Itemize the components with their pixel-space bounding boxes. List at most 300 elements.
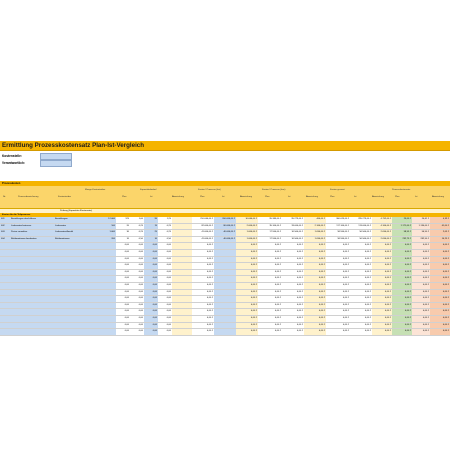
cell-nr[interactable] (0, 263, 10, 269)
cell-nr[interactable]: 004 (0, 237, 10, 243)
cell-m3[interactable]: 0,00 € (304, 296, 326, 302)
cell-k3[interactable]: 1.000,00 € (236, 230, 258, 236)
cell-v1[interactable]: 0,00 (116, 270, 130, 276)
cell-nr[interactable] (0, 283, 10, 289)
cell-m3[interactable]: 400,00 € (304, 217, 326, 223)
cell-k2[interactable] (214, 323, 236, 329)
cell-g1[interactable]: 0,00 € (326, 250, 350, 256)
cell-m3[interactable]: 0,00 € (304, 270, 326, 276)
cell-m2[interactable]: 0,00 € (282, 296, 304, 302)
cell-v3[interactable]: 0,00 (144, 283, 158, 289)
cell-v2[interactable]: 0,25 (130, 230, 144, 236)
cell-nr[interactable] (0, 296, 10, 302)
cell-g1[interactable]: 58.550,00 € (326, 237, 350, 243)
cell-p2[interactable]: 0,00 € (412, 309, 430, 315)
cell-blank[interactable] (172, 250, 192, 256)
cell-qty[interactable] (88, 323, 116, 329)
cell-qty[interactable] (88, 296, 116, 302)
cell-v3[interactable]: 0,00 (144, 243, 158, 249)
cell-v3[interactable]: 0,00 (144, 257, 158, 263)
cell-nr[interactable] (0, 270, 10, 276)
cell-p2[interactable]: 1.130,00 € (412, 224, 430, 230)
cell-v2[interactable]: 0,50 (130, 237, 144, 243)
cell-k2[interactable] (214, 309, 236, 315)
cell-nr[interactable] (0, 316, 10, 322)
cell-p1[interactable]: 0,00 € (392, 263, 412, 269)
cell-v2[interactable]: 0,00 (130, 250, 144, 256)
cell-m1[interactable]: 0,00 € (258, 329, 282, 335)
cell-g3[interactable]: 0,00 € (372, 270, 392, 276)
cell-v2[interactable]: 0,00 (130, 243, 144, 249)
cell-m1[interactable]: 0,00 € (258, 303, 282, 309)
cell-m1[interactable]: 0,00 € (258, 296, 282, 302)
cell-k3[interactable]: 0,00 € (236, 309, 258, 315)
cell-blank[interactable] (172, 296, 192, 302)
cell-name[interactable] (10, 323, 54, 329)
cell-g2[interactable]: 0,00 € (350, 243, 372, 249)
cell-nr[interactable] (0, 309, 10, 315)
cell-p2[interactable]: 0,00 € (412, 263, 430, 269)
cell-k2[interactable] (214, 303, 236, 309)
cell-v1[interactable]: 0,00 (116, 296, 130, 302)
cell-m3[interactable]: 0,00 € (304, 329, 326, 335)
cell-v3[interactable]: 0,00 (144, 290, 158, 296)
cell-p3[interactable]: 10,25 € (430, 237, 450, 243)
cell-g3[interactable]: 0,00 € (372, 296, 392, 302)
cell-g3[interactable]: 0,00 € (372, 290, 392, 296)
cell-blank[interactable] (172, 237, 192, 243)
cell-k2[interactable] (214, 263, 236, 269)
cell-p1[interactable]: 0,00 € (392, 329, 412, 335)
cell-blank[interactable] (172, 290, 192, 296)
cell-p1[interactable]: 0,00 € (392, 283, 412, 289)
cell-p3[interactable]: 0,39 € (430, 217, 450, 223)
cell-k3[interactable]: 0,00 € (236, 250, 258, 256)
cell-v2[interactable]: 0,00 (130, 296, 144, 302)
cell-g1[interactable]: 117.100,00 € (326, 224, 350, 230)
cell-g3[interactable]: 0,00 € (372, 283, 392, 289)
cell-g3[interactable]: 0,00 € (372, 263, 392, 269)
cell-k1[interactable]: 0,00 € (192, 323, 214, 329)
cell-g2[interactable]: 0,00 € (350, 316, 372, 322)
cell-k1[interactable]: 41.000,00 € (192, 230, 214, 236)
cell-g3[interactable]: 0,00 € (372, 316, 392, 322)
cell-v1[interactable]: 0,00 (116, 290, 130, 296)
cell-m2[interactable]: 0,00 € (282, 323, 304, 329)
cell-name[interactable] (10, 309, 54, 315)
cell-v3[interactable]: 95 (144, 217, 158, 223)
cell-driver[interactable] (54, 316, 88, 322)
cell-v1[interactable]: 0,00 (116, 243, 130, 249)
cell-v4[interactable]: 0,00 (158, 250, 172, 256)
cell-p2[interactable]: 0,00 € (412, 283, 430, 289)
cell-v3[interactable]: 15 (144, 224, 158, 230)
cell-v2[interactable]: 0,00 (130, 316, 144, 322)
cell-k1[interactable]: 0,00 € (192, 303, 214, 309)
cell-v4[interactable]: 0,00 (158, 257, 172, 263)
cell-p2[interactable]: 0,00 € (412, 323, 430, 329)
cell-qty[interactable] (88, 276, 116, 282)
cell-k1[interactable]: 41.000,00 € (192, 237, 214, 243)
cell-k1[interactable]: 0,00 € (192, 329, 214, 335)
cell-m1[interactable]: 0,00 € (258, 257, 282, 263)
cell-g1[interactable]: 0,00 € (326, 290, 350, 296)
cell-name[interactable]: Lieferanten betreuen (10, 224, 54, 230)
cell-name[interactable] (10, 290, 54, 296)
cell-nr[interactable] (0, 323, 10, 329)
cell-g3[interactable]: 0,00 € (372, 323, 392, 329)
cell-p1[interactable]: 0,00 € (392, 290, 412, 296)
cell-v3[interactable]: 10 (144, 237, 158, 243)
cell-driver[interactable] (54, 257, 88, 263)
cell-k1[interactable]: 0,00 € (192, 296, 214, 302)
cell-p2[interactable]: 0,00 € (412, 250, 430, 256)
cell-m2[interactable]: 0,00 € (282, 276, 304, 282)
cell-blank[interactable] (172, 230, 192, 236)
cell-v3[interactable]: 0,00 (144, 329, 158, 335)
cell-m2[interactable]: 0,00 € (282, 250, 304, 256)
cell-p3[interactable]: 41,00 € (430, 224, 450, 230)
cell-driver[interactable] (54, 270, 88, 276)
cell-p3[interactable]: 0,00 € (430, 290, 450, 296)
cell-k2[interactable] (214, 296, 236, 302)
cell-blank[interactable] (172, 316, 192, 322)
cell-v3[interactable]: 0,00 (144, 263, 158, 269)
cell-m3[interactable]: 0,00 € (304, 243, 326, 249)
cell-g1[interactable]: 0,00 € (326, 296, 350, 302)
cell-blank[interactable] (172, 276, 192, 282)
cell-v4[interactable]: 0,00 (158, 283, 172, 289)
cell-driver[interactable] (54, 263, 88, 269)
cell-g1[interactable]: 0,00 € (326, 329, 350, 335)
cell-g2[interactable]: 0,00 € (350, 303, 372, 309)
cell-m2[interactable]: 33.000,00 € (282, 224, 304, 230)
cell-v4[interactable]: 0,00 (158, 309, 172, 315)
cell-k2[interactable] (214, 329, 236, 335)
cell-v3[interactable]: 0,00 (144, 296, 158, 302)
cell-name[interactable] (10, 250, 54, 256)
cell-k2[interactable] (214, 270, 236, 276)
cell-k1[interactable]: 0,00 € (192, 290, 214, 296)
cell-p1[interactable]: 0,00 € (392, 309, 412, 315)
cell-k2[interactable] (214, 276, 236, 282)
cell-k2[interactable] (214, 316, 236, 322)
cell-g1[interactable]: 58.550,00 € (326, 230, 350, 236)
cell-qty[interactable] (88, 309, 116, 315)
cell-driver[interactable] (54, 329, 88, 335)
cell-p2[interactable]: 0,00 € (412, 276, 430, 282)
cell-m3[interactable]: 2.100,00 € (304, 224, 326, 230)
cell-m2[interactable]: 0,00 € (282, 270, 304, 276)
cell-nr[interactable] (0, 243, 10, 249)
cell-v1[interactable]: 20 (116, 224, 130, 230)
cell-p1[interactable]: 0,00 € (392, 296, 412, 302)
cell-v4[interactable]: 0,00 (158, 290, 172, 296)
cell-p1[interactable]: 58,55 € (392, 230, 412, 236)
cell-v1[interactable]: 0,00 (116, 263, 130, 269)
cell-v2[interactable]: 1,00 (130, 217, 144, 223)
cell-name[interactable]: Bestellungen durchführen (10, 217, 54, 223)
cell-p1[interactable]: 0,00 € (392, 323, 412, 329)
cell-v2[interactable]: 0,00 (130, 270, 144, 276)
cell-p2[interactable]: 282,50 € (412, 237, 430, 243)
cell-m3[interactable]: 0,00 € (304, 323, 326, 329)
cell-g3[interactable]: 0,00 € (372, 257, 392, 263)
cell-qty[interactable]: 100 (88, 224, 116, 230)
cell-v4[interactable]: 0,00 (158, 243, 172, 249)
cell-qty[interactable] (88, 316, 116, 322)
cell-k1[interactable]: 82.000,00 € (192, 224, 214, 230)
cell-p1[interactable]: 292,75 € (392, 237, 412, 243)
cell-qty[interactable] (88, 283, 116, 289)
cell-p2[interactable]: 0,00 € (412, 329, 430, 335)
cell-k3[interactable]: 0,00 € (236, 303, 258, 309)
cell-g1[interactable]: 0,00 € (326, 316, 350, 322)
cell-v4[interactable]: 1,25 (158, 217, 172, 223)
cell-v2[interactable]: 0,00 (130, 283, 144, 289)
cell-v1[interactable]: 30 (116, 230, 130, 236)
cell-m2[interactable]: 16.500,00 € (282, 230, 304, 236)
cell-v4[interactable]: 0,00 (158, 303, 172, 309)
cell-nr[interactable] (0, 250, 10, 256)
cell-m1[interactable]: 0,00 € (258, 323, 282, 329)
cell-v4[interactable]: 0,00 (158, 316, 172, 322)
cell-k1[interactable]: 0,00 € (192, 243, 214, 249)
cell-v3[interactable]: 0,00 (144, 250, 158, 256)
cell-p3[interactable]: 0,00 € (430, 250, 450, 256)
cell-v3[interactable]: 25 (144, 230, 158, 236)
cell-name[interactable] (10, 316, 54, 322)
cell-k3[interactable]: 0,00 € (236, 257, 258, 263)
cell-v4[interactable]: 0,25 (158, 224, 172, 230)
cell-name[interactable] (10, 276, 54, 282)
cell-qty[interactable] (88, 303, 116, 309)
cell-m3[interactable]: 0,00 € (304, 263, 326, 269)
cell-v3[interactable]: 0,00 (144, 303, 158, 309)
cell-p2[interactable]: 0,00 € (412, 257, 430, 263)
cell-v1[interactable]: 0,00 (116, 303, 130, 309)
cell-v3[interactable]: 0,00 (144, 309, 158, 315)
cell-k3[interactable]: 0,00 € (236, 270, 258, 276)
cell-k3[interactable]: 0,00 € (236, 296, 258, 302)
cell-driver[interactable] (54, 276, 88, 282)
cell-blank[interactable] (172, 217, 192, 223)
cell-g1[interactable]: 0,00 € (326, 323, 350, 329)
cell-v1[interactable]: 125 (116, 217, 130, 223)
cell-k2[interactable]: 200.000,00 € (214, 217, 236, 223)
cell-k3[interactable]: 10.640,00 € (236, 217, 258, 223)
cell-v3[interactable]: 0,00 (144, 323, 158, 329)
cell-p2[interactable]: 0,00 € (412, 270, 430, 276)
cell-k2[interactable]: 40.000,00 € (214, 237, 236, 243)
cell-blank[interactable] (172, 323, 192, 329)
cell-driver[interactable] (54, 283, 88, 289)
cell-g1[interactable]: 0,00 € (326, 243, 350, 249)
cell-m2[interactable]: 0,00 € (282, 303, 304, 309)
cell-p2[interactable]: 0,00 € (412, 296, 430, 302)
cell-m2[interactable]: 0,00 € (282, 309, 304, 315)
cell-p3[interactable]: 0,00 € (430, 309, 450, 315)
cell-nr[interactable]: 002 (0, 224, 10, 230)
cell-p3[interactable]: 0,00 € (430, 303, 450, 309)
cell-g1[interactable]: 0,00 € (326, 309, 350, 315)
cell-name[interactable] (10, 329, 54, 335)
cell-m2[interactable]: 16.500,00 € (282, 237, 304, 243)
cell-v2[interactable]: 0,00 (130, 276, 144, 282)
cell-v1[interactable]: 10 (116, 237, 130, 243)
cell-g2[interactable]: 0,00 € (350, 283, 372, 289)
cell-p1[interactable]: 0,00 € (392, 303, 412, 309)
cell-driver[interactable] (54, 250, 88, 256)
cell-k3[interactable]: 0,00 € (236, 323, 258, 329)
cell-v4[interactable]: 0,00 (158, 329, 172, 335)
cell-m3[interactable]: 0,00 € (304, 316, 326, 322)
cell-blank[interactable] (172, 270, 192, 276)
cell-m2[interactable]: 0,00 € (282, 257, 304, 263)
cell-g1[interactable]: 0,00 € (326, 270, 350, 276)
cell-qty[interactable] (88, 290, 116, 296)
cell-driver[interactable]: Lieferanten Anzahl (54, 230, 88, 236)
cell-name[interactable] (10, 243, 54, 249)
cell-k3[interactable]: 0,00 € (236, 290, 258, 296)
cell-g2[interactable]: 0,00 € (350, 329, 372, 335)
cell-name[interactable]: Reklamationen bearbeiten (10, 237, 54, 243)
cell-p3[interactable]: 0,00 € (430, 283, 450, 289)
cell-driver[interactable]: Reklamationen (54, 237, 88, 243)
cell-nr[interactable]: 003 (0, 230, 10, 236)
cell-nr[interactable] (0, 276, 10, 282)
cell-qty[interactable]: 200 (88, 237, 116, 243)
cell-v1[interactable]: 0,00 (116, 309, 130, 315)
cell-m1[interactable]: 95.385,00 € (258, 217, 282, 223)
cell-k1[interactable]: 210.640,00 € (192, 217, 214, 223)
cell-v1[interactable]: 0,00 (116, 329, 130, 335)
cell-v4[interactable]: 0,00 (158, 323, 172, 329)
cell-p1[interactable]: 25,00 € (392, 217, 412, 223)
cell-qty[interactable]: 12.000 (88, 217, 116, 223)
cell-k2[interactable] (214, 257, 236, 263)
cell-g2[interactable]: 56.500,00 € (350, 230, 372, 236)
cell-m3[interactable]: 0,00 € (304, 250, 326, 256)
cell-g3[interactable]: 0,00 € (372, 250, 392, 256)
cell-p2[interactable]: 0,00 € (412, 290, 430, 296)
cell-nr[interactable]: 001 (0, 217, 10, 223)
cell-m3[interactable]: 0,00 € (304, 290, 326, 296)
cell-g2[interactable]: 0,00 € (350, 296, 372, 302)
cell-p3[interactable]: 0,00 € (430, 276, 450, 282)
cell-v2[interactable]: 0,00 (130, 290, 144, 296)
cell-g3[interactable]: 0,00 € (372, 303, 392, 309)
cell-v3[interactable]: 0,00 (144, 276, 158, 282)
cell-m2[interactable]: 0,00 € (282, 263, 304, 269)
cell-g3[interactable]: 0,00 € (372, 243, 392, 249)
cell-g2[interactable]: 0,00 € (350, 290, 372, 296)
cell-m1[interactable]: 0,00 € (258, 263, 282, 269)
cell-m3[interactable]: 0,00 € (304, 283, 326, 289)
cell-blank[interactable] (172, 309, 192, 315)
cell-k1[interactable]: 0,00 € (192, 257, 214, 263)
cell-v2[interactable]: 0,00 (130, 257, 144, 263)
cell-k3[interactable]: 1.000,00 € (236, 237, 258, 243)
cell-driver[interactable] (54, 303, 88, 309)
cell-driver[interactable] (54, 290, 88, 296)
cell-blank[interactable] (172, 243, 192, 249)
cell-p1[interactable]: 0,00 € (392, 270, 412, 276)
cell-p3[interactable]: 0,00 € (430, 323, 450, 329)
cell-g3[interactable]: 0,00 € (372, 329, 392, 335)
cell-g3[interactable]: 0,00 € (372, 276, 392, 282)
cell-nr[interactable] (0, 303, 10, 309)
cell-k2[interactable] (214, 283, 236, 289)
cell-v1[interactable]: 0,00 (116, 316, 130, 322)
cell-p3[interactable]: 0,00 € (430, 270, 450, 276)
cell-v3[interactable]: 0,00 (144, 270, 158, 276)
cell-g2[interactable]: 0,00 € (350, 276, 372, 282)
cell-g2[interactable]: 0,00 € (350, 257, 372, 263)
cell-v4[interactable]: 0,00 (158, 296, 172, 302)
cell-p1[interactable]: 0,00 € (392, 243, 412, 249)
cell-g3[interactable]: 4.100,00 € (372, 224, 392, 230)
cell-k3[interactable]: 0,00 € (236, 243, 258, 249)
cell-m1[interactable]: 0,00 € (258, 276, 282, 282)
cell-k2[interactable]: 80.000,00 € (214, 224, 236, 230)
cell-m2[interactable]: 0,00 € (282, 283, 304, 289)
cell-k1[interactable]: 0,00 € (192, 316, 214, 322)
cell-name[interactable] (10, 303, 54, 309)
cell-name[interactable] (10, 296, 54, 302)
cell-k3[interactable]: 2.000,00 € (236, 224, 258, 230)
cell-k3[interactable]: 0,00 € (236, 316, 258, 322)
cell-m3[interactable]: 1.050,00 € (304, 230, 326, 236)
cell-m2[interactable]: 95.273,00 € (282, 217, 304, 223)
cell-p1[interactable]: 0,00 € (392, 257, 412, 263)
cell-v2[interactable]: 0,00 (130, 309, 144, 315)
cell-g1[interactable]: 300.025,00 € (326, 217, 350, 223)
cell-g2[interactable]: 113.000,00 € (350, 224, 372, 230)
cell-name[interactable]: Preise verwalten (10, 230, 54, 236)
cell-p3[interactable]: 0,00 € (430, 243, 450, 249)
cell-v2[interactable]: 0,00 (130, 323, 144, 329)
cell-m1[interactable]: 0,00 € (258, 309, 282, 315)
cell-qty[interactable] (88, 270, 116, 276)
cell-k1[interactable]: 0,00 € (192, 270, 214, 276)
cell-v2[interactable]: 0,00 (130, 303, 144, 309)
cell-driver[interactable] (54, 309, 88, 315)
cell-k1[interactable]: 0,00 € (192, 309, 214, 315)
cell-k2[interactable] (214, 290, 236, 296)
cell-g3[interactable]: 2.050,00 € (372, 230, 392, 236)
cell-m1[interactable]: 0,00 € (258, 243, 282, 249)
cell-g1[interactable]: 0,00 € (326, 263, 350, 269)
cell-driver[interactable] (54, 323, 88, 329)
cell-p3[interactable]: 0,00 € (430, 316, 450, 322)
cell-m1[interactable]: 17.550,00 € (258, 230, 282, 236)
cell-blank[interactable] (172, 224, 192, 230)
cell-g2[interactable]: 0,00 € (350, 309, 372, 315)
cell-p1[interactable]: 1.171,00 € (392, 224, 412, 230)
cell-p3[interactable]: 0,00 € (430, 263, 450, 269)
cell-k2[interactable] (214, 243, 236, 249)
cell-v4[interactable]: 0,00 (158, 276, 172, 282)
cell-v1[interactable]: 0,00 (116, 283, 130, 289)
cell-m2[interactable]: 0,00 € (282, 316, 304, 322)
cell-p2[interactable]: 0,00 € (412, 303, 430, 309)
kostenstelle-input[interactable] (40, 153, 72, 160)
cell-m3[interactable]: 0,00 € (304, 303, 326, 309)
cell-m3[interactable]: 0,00 € (304, 257, 326, 263)
cell-m1[interactable]: 0,00 € (258, 270, 282, 276)
cell-k1[interactable]: 0,00 € (192, 263, 214, 269)
